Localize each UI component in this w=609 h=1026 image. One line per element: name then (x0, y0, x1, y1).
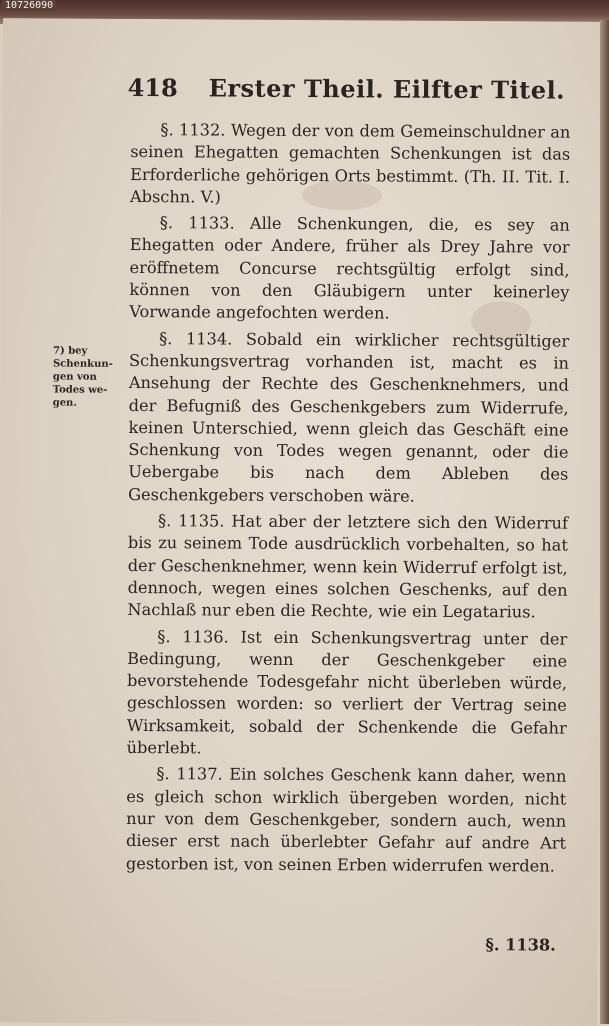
book-page (0, 18, 603, 1026)
paragraph-1135: §. 1135. Hat aber der letztere sich den Widerruf bis zu seinem Tode ausdrücklich vorbehalten, so hat der Geschenknehmer, wenn kein Widerruf erfolgt ist, dennoch, wegen eines solchen Geschenks, auf den Nachlaß nur eben die Rechte, wie ein Legatarius. (127, 511, 569, 622)
body-text (126, 119, 571, 877)
page-right-edge (600, 20, 609, 1024)
page-number: 418 (127, 72, 178, 103)
paragraph-1137: §. 1137. Ein solches Geschenk kann daher, wenn es gleich schon wirklich übergeben worden, nicht nur von dem Geschenkgeber, sondern auch, wenn dieser erst nach überlebter Gefahr auf andre Art gestorben ist, von seinen Erben widerrufen werden. (125, 764, 567, 876)
scan-id-label: 10726090 (2, 0, 56, 11)
paragraph-1133: §. 1133. Alle Schenkungen, die, es sey an Ehegatten oder Andere, früher als Drey Jahre vor eröffnetem Concurse rechtsgültig erfolgt sind, können von den Gläubigern unter keinerley Vorwande angefochten werden. (129, 213, 570, 323)
paragraph-1136: §. 1136. Ist ein Schenkungsvertrag unter der Bedingung, wenn der Geschenkgeber eine bevorstehende Todesgefahr nicht überleben würde, geschlossen worden: so verliert der Vertrag seine Wirksamkeit, sobald der Schenkende die Gefahr überlebt. (126, 626, 568, 758)
running-title: Erster Theil. Eilfter Titel. (208, 73, 566, 105)
paragraph-1132: §. 1132. Wegen der von dem Gemeinschuldner an seinen Ehegatten gemachten Schenkungen ist das Erforderliche gehörigen Orts bestimmt. (Th. II. Tit. I. Abschn. V.) (129, 120, 571, 207)
paragraph-1134: §. 1134. Sobald ein wirklicher rechtsgültiger Schenkungsvertrag vorhanden ist, macht es in Ansehung der Rechte des Geschenknehmers, und der Befugniß des Geschenkgebers zum Widerrufe, keinen Unterschied, wenn gleich das Geschäft eine Schenkung von Todes wegen genannt, oder die Uebergabe bis nach dem Ableben des Geschenkgebers verschoben wäre. (128, 328, 570, 506)
catchword: §. 1138. (485, 935, 556, 955)
page-header (3, 60, 603, 104)
margin-note: 7) bey Schenkun-gen von Todes we-gen. (52, 345, 113, 409)
